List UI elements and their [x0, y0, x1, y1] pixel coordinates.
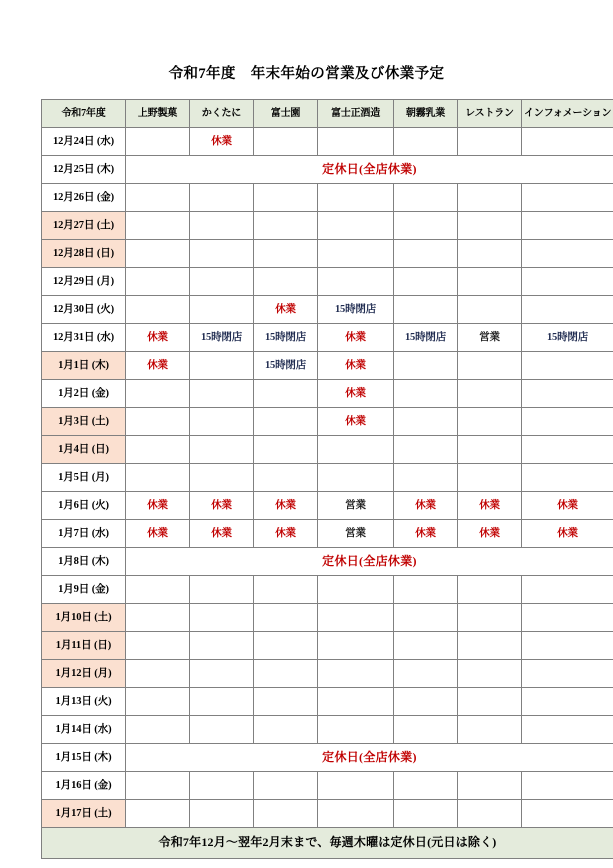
date-cell: 1月12日 (月): [42, 660, 126, 688]
date-cell: 1月15日 (木): [42, 744, 126, 772]
status-cell-info: [522, 436, 613, 464]
status-cell-kaku: [190, 212, 254, 240]
status-cell-ueno: 休業: [126, 492, 190, 520]
schedule-body: [42, 128, 613, 828]
status-cell-fujimasa: 休業: [318, 324, 394, 352]
status-cell-rest: [458, 408, 522, 436]
status-cell-info: [522, 408, 613, 436]
status-cell-kaku: 15時閉店: [190, 324, 254, 352]
date-cell: 1月14日 (水): [42, 716, 126, 744]
status-cell-ueno: [126, 688, 190, 716]
status-cell-rest: [458, 296, 522, 324]
date-cell: 12月27日 (土): [42, 212, 126, 240]
status-cell-asagiri: [394, 688, 458, 716]
table-row: [42, 632, 613, 660]
status-cell-fujimasa: [318, 464, 394, 492]
status-cell-fujien: 休業: [254, 492, 318, 520]
status-cell-kaku: [190, 464, 254, 492]
column-header-ueno: 上野製菓: [126, 100, 190, 128]
table-row: [42, 268, 613, 296]
status-cell-ueno: [126, 772, 190, 800]
status-cell-fujien: [254, 464, 318, 492]
status-cell-asagiri: [394, 296, 458, 324]
status-cell-info: [522, 660, 613, 688]
date-cell: 12月25日 (木): [42, 156, 126, 184]
status-cell-info: [522, 604, 613, 632]
schedule-table: [41, 99, 613, 859]
status-cell-asagiri: [394, 128, 458, 156]
date-cell: 1月6日 (火): [42, 492, 126, 520]
table-row: [42, 520, 613, 548]
status-cell-kaku: [190, 688, 254, 716]
date-cell: 1月7日 (水): [42, 520, 126, 548]
status-cell-info: [522, 716, 613, 744]
status-cell-rest: [458, 240, 522, 268]
status-cell-info: [522, 268, 613, 296]
status-cell-rest: [458, 464, 522, 492]
status-cell-ueno: [126, 212, 190, 240]
status-cell-asagiri: [394, 352, 458, 380]
status-cell-ueno: 休業: [126, 324, 190, 352]
table-row: [42, 548, 613, 576]
column-header-fujimasa: 富士正酒造: [318, 100, 394, 128]
status-cell-rest: 休業: [458, 520, 522, 548]
table-row: [42, 800, 613, 828]
status-cell-info: [522, 772, 613, 800]
status-cell-asagiri: [394, 772, 458, 800]
status-cell-ueno: [126, 660, 190, 688]
table-row: [42, 660, 613, 688]
status-cell-asagiri: [394, 380, 458, 408]
status-cell-fujien: [254, 436, 318, 464]
date-cell: 1月16日 (金): [42, 772, 126, 800]
status-cell-rest: [458, 268, 522, 296]
status-cell-fujien: [254, 240, 318, 268]
status-cell-rest: [458, 688, 522, 716]
status-cell-rest: [458, 212, 522, 240]
status-cell-kaku: [190, 352, 254, 380]
status-cell-fujimasa: 15時閉店: [318, 296, 394, 324]
status-cell-kaku: [190, 436, 254, 464]
date-cell: 1月11日 (日): [42, 632, 126, 660]
status-cell-fujimasa: [318, 632, 394, 660]
status-cell-fujimasa: 営業: [318, 520, 394, 548]
status-cell-info: 休業: [522, 520, 613, 548]
status-cell-info: [522, 184, 613, 212]
page-title: 令和7年度 年末年始の営業及び休業予定: [168, 66, 445, 82]
table-row: [42, 128, 613, 156]
status-cell-fujien: [254, 212, 318, 240]
status-cell-rest: 休業: [458, 492, 522, 520]
status-cell-asagiri: [394, 240, 458, 268]
status-cell-ueno: 休業: [126, 352, 190, 380]
date-cell: 1月4日 (日): [42, 436, 126, 464]
status-cell-kaku: [190, 408, 254, 436]
status-cell-rest: [458, 184, 522, 212]
table-row: [42, 464, 613, 492]
table-row: [42, 240, 613, 268]
status-cell-ueno: [126, 240, 190, 268]
status-cell-kaku: [190, 716, 254, 744]
status-cell-info: [522, 464, 613, 492]
status-cell-kaku: [190, 184, 254, 212]
status-cell-asagiri: [394, 576, 458, 604]
status-cell-ueno: [126, 128, 190, 156]
status-cell-asagiri: [394, 660, 458, 688]
status-cell-ueno: [126, 604, 190, 632]
status-cell-rest: [458, 632, 522, 660]
table-row: [42, 212, 613, 240]
status-cell-asagiri: 休業: [394, 492, 458, 520]
column-header-fujien: 富士園: [254, 100, 318, 128]
status-cell-fujien: [254, 380, 318, 408]
status-cell-fujimasa: [318, 576, 394, 604]
status-cell-rest: [458, 800, 522, 828]
status-cell-info: [522, 688, 613, 716]
status-cell-kaku: 休業: [190, 520, 254, 548]
table-row: [42, 604, 613, 632]
all-stores-closed-cell: 定休日(全店休業): [126, 744, 613, 772]
status-cell-fujimasa: [318, 436, 394, 464]
status-cell-fujimasa: [318, 240, 394, 268]
status-cell-fujimasa: [318, 184, 394, 212]
status-cell-fujien: [254, 772, 318, 800]
table-row: [42, 744, 613, 772]
status-cell-ueno: [126, 716, 190, 744]
status-cell-kaku: [190, 380, 254, 408]
status-cell-info: [522, 296, 613, 324]
status-cell-kaku: [190, 604, 254, 632]
date-cell: 1月8日 (木): [42, 548, 126, 576]
status-cell-info: 休業: [522, 492, 613, 520]
status-cell-kaku: [190, 800, 254, 828]
table-row: [42, 688, 613, 716]
status-cell-fujimasa: [318, 772, 394, 800]
status-cell-ueno: [126, 184, 190, 212]
table-row: [42, 156, 613, 184]
status-cell-info: [522, 800, 613, 828]
date-cell: 1月1日 (木): [42, 352, 126, 380]
status-cell-asagiri: [394, 212, 458, 240]
status-cell-rest: [458, 436, 522, 464]
status-cell-info: [522, 128, 613, 156]
status-cell-ueno: [126, 408, 190, 436]
date-cell: 1月5日 (月): [42, 464, 126, 492]
table-row: [42, 184, 613, 212]
status-cell-fujien: [254, 800, 318, 828]
status-cell-asagiri: [394, 632, 458, 660]
status-cell-fujimasa: [318, 716, 394, 744]
status-cell-fujien: [254, 268, 318, 296]
footer-note-row: [42, 828, 613, 859]
status-cell-asagiri: [394, 716, 458, 744]
status-cell-asagiri: [394, 464, 458, 492]
table-row: [42, 324, 613, 352]
status-cell-fujien: [254, 184, 318, 212]
status-cell-rest: [458, 604, 522, 632]
table-row: [42, 380, 613, 408]
all-stores-closed-cell: 定休日(全店休業): [126, 548, 613, 576]
status-cell-fujien: [254, 408, 318, 436]
table-row: [42, 716, 613, 744]
table-header-row: [42, 100, 613, 128]
status-cell-info: [522, 632, 613, 660]
status-cell-rest: [458, 660, 522, 688]
status-cell-fujien: [254, 576, 318, 604]
status-cell-ueno: 休業: [126, 520, 190, 548]
status-cell-info: [522, 352, 613, 380]
status-cell-fujien: 休業: [254, 296, 318, 324]
status-cell-rest: [458, 576, 522, 604]
status-cell-fujimasa: [318, 688, 394, 716]
status-cell-fujimasa: 休業: [318, 408, 394, 436]
date-cell: 1月10日 (土): [42, 604, 126, 632]
column-header-asagiri: 朝霧乳業: [394, 100, 458, 128]
status-cell-fujien: [254, 716, 318, 744]
status-cell-fujimasa: [318, 128, 394, 156]
table-row: [42, 352, 613, 380]
table-row: [42, 576, 613, 604]
column-header-restaurant: レストラン: [458, 100, 522, 128]
status-cell-kaku: [190, 576, 254, 604]
status-cell-ueno: [126, 296, 190, 324]
status-cell-rest: 営業: [458, 324, 522, 352]
status-cell-fujimasa: 休業: [318, 352, 394, 380]
date-cell: 1月2日 (金): [42, 380, 126, 408]
schedule-table-container: [41, 99, 612, 859]
status-cell-rest: [458, 128, 522, 156]
date-cell: 12月28日 (日): [42, 240, 126, 268]
date-cell: 12月30日 (火): [42, 296, 126, 324]
status-cell-fujien: [254, 604, 318, 632]
all-stores-closed-cell: 定休日(全店休業): [126, 156, 613, 184]
status-cell-info: [522, 212, 613, 240]
status-cell-kaku: 休業: [190, 128, 254, 156]
column-header-kakutani: かくたに: [190, 100, 254, 128]
table-row: [42, 408, 613, 436]
status-cell-kaku: [190, 772, 254, 800]
column-header-date: 令和7年度: [42, 100, 126, 128]
status-cell-fujien: 休業: [254, 520, 318, 548]
status-cell-asagiri: 15時閉店: [394, 324, 458, 352]
status-cell-kaku: [190, 632, 254, 660]
status-cell-fujimasa: 休業: [318, 380, 394, 408]
status-cell-rest: [458, 772, 522, 800]
status-cell-fujimasa: [318, 800, 394, 828]
status-cell-asagiri: [394, 184, 458, 212]
status-cell-ueno: [126, 268, 190, 296]
status-cell-fujien: [254, 688, 318, 716]
table-row: [42, 772, 613, 800]
status-cell-rest: [458, 352, 522, 380]
status-cell-kaku: [190, 296, 254, 324]
status-cell-kaku: [190, 268, 254, 296]
date-cell: 12月26日 (金): [42, 184, 126, 212]
status-cell-ueno: [126, 380, 190, 408]
date-cell: 1月17日 (土): [42, 800, 126, 828]
status-cell-ueno: [126, 800, 190, 828]
date-cell: 12月31日 (水): [42, 324, 126, 352]
date-cell: 1月9日 (金): [42, 576, 126, 604]
date-cell: 1月3日 (土): [42, 408, 126, 436]
status-cell-asagiri: [394, 268, 458, 296]
table-row: [42, 296, 613, 324]
status-cell-fujien: 15時閉店: [254, 324, 318, 352]
status-cell-fujimasa: [318, 212, 394, 240]
status-cell-asagiri: [394, 436, 458, 464]
table-row: [42, 436, 613, 464]
status-cell-fujimasa: 営業: [318, 492, 394, 520]
status-cell-kaku: 休業: [190, 492, 254, 520]
status-cell-fujimasa: [318, 268, 394, 296]
status-cell-ueno: [126, 576, 190, 604]
status-cell-fujien: [254, 660, 318, 688]
status-cell-fujien: [254, 128, 318, 156]
date-cell: 1月13日 (火): [42, 688, 126, 716]
status-cell-fujimasa: [318, 660, 394, 688]
status-cell-fujimasa: [318, 604, 394, 632]
status-cell-rest: [458, 716, 522, 744]
status-cell-info: 15時閉店: [522, 324, 613, 352]
status-cell-info: [522, 576, 613, 604]
status-cell-info: [522, 240, 613, 268]
status-cell-fujien: 15時閉店: [254, 352, 318, 380]
status-cell-kaku: [190, 660, 254, 688]
status-cell-asagiri: [394, 408, 458, 436]
status-cell-asagiri: [394, 800, 458, 828]
table-row: [42, 492, 613, 520]
status-cell-kaku: [190, 240, 254, 268]
date-cell: 12月24日 (水): [42, 128, 126, 156]
column-header-information: インフォメーション: [522, 100, 613, 128]
status-cell-asagiri: [394, 604, 458, 632]
status-cell-asagiri: 休業: [394, 520, 458, 548]
date-cell: 12月29日 (月): [42, 268, 126, 296]
status-cell-ueno: [126, 632, 190, 660]
status-cell-ueno: [126, 464, 190, 492]
footer-note: 令和7年12月～翌年2月末まで、毎週木曜は定休日(元日は除く): [42, 828, 613, 859]
status-cell-fujien: [254, 632, 318, 660]
status-cell-info: [522, 380, 613, 408]
status-cell-rest: [458, 380, 522, 408]
status-cell-ueno: [126, 436, 190, 464]
